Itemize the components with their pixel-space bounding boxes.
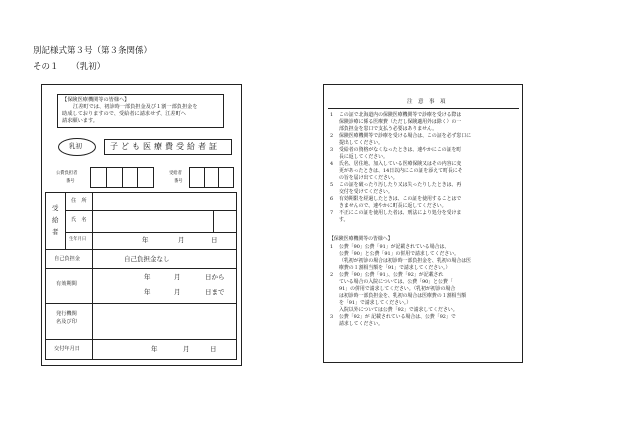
note-number: 5 xyxy=(330,182,334,188)
valid-from-year-unit: 年 xyxy=(144,273,151,281)
issuer-label: 発行機関 xyxy=(56,311,77,317)
info-line: 請求してください。 xyxy=(339,321,384,327)
issuer-label-sub: 名及び印 xyxy=(56,319,77,325)
info-title: 【保険医療機関等の皆様へ】 xyxy=(329,236,393,242)
recipient-label-char: 受 xyxy=(52,204,59,212)
payer-number-field[interactable] xyxy=(90,167,154,188)
valid-from-suffix: 日から xyxy=(205,273,225,281)
birthdate-label: 生年月日 xyxy=(69,237,87,242)
notice-line: 請求願います。 xyxy=(62,118,98,124)
recipient-label-char: 者 xyxy=(52,228,59,236)
info-number: 1 xyxy=(330,244,334,250)
info-line: 公費「92」が 記載されている場合は、公費「92」で xyxy=(339,314,456,320)
info-line: を「91」で請求してください。） xyxy=(339,300,412,306)
note-line: の旨を届け出てください。 xyxy=(339,175,398,181)
issue-date-label: 交付年月日 xyxy=(54,346,80,352)
info-line: ている場合の入院については、公費「90」と公費「 xyxy=(339,279,453,285)
note-number: 3 xyxy=(330,147,334,153)
card-title-box xyxy=(104,139,232,155)
address-label: 住 所 xyxy=(71,198,87,204)
info-number: 2 xyxy=(330,272,334,278)
note-line: 有効期限を経過したときは、この証を使用することはで xyxy=(339,196,462,202)
note-line: この証で北海道内の保険医療機関等で診療を受ける際は xyxy=(339,112,462,118)
certificate-front xyxy=(41,84,242,366)
note-line: 保険診療に係る医療費（ただし保険適用外は除く）の一 xyxy=(339,119,462,125)
recipient-number-label: 受給者 xyxy=(169,171,182,176)
info-line: 公費「90」と公費「91」の併用で請求してください。 xyxy=(339,251,460,257)
note-line: す。 xyxy=(339,217,349,223)
payer-number-label-sub: 番号 xyxy=(66,179,75,184)
issue-day-unit: 日 xyxy=(210,345,217,353)
info-line: 公費「90」公費「91」、公費「92」が記載され xyxy=(339,272,444,278)
recipient-number-field[interactable] xyxy=(189,167,234,188)
form-number-label: 別記様式第３号（第３条関係） xyxy=(33,46,153,56)
birth-year-unit: 年 xyxy=(142,236,149,244)
certificate-back xyxy=(323,84,523,363)
badge-oval xyxy=(58,138,96,156)
info-line: 入院以外については公費「92」で請求してください。 xyxy=(339,307,458,313)
note-line: 交付を受けてください。 xyxy=(339,189,393,195)
info-number: 3 xyxy=(330,314,334,320)
note-line: 長に返してください。 xyxy=(339,154,388,160)
info-line: は初診時一部負担金を、乳初の場合は医療費の１割相当額 xyxy=(339,293,467,299)
address-field[interactable] xyxy=(93,194,233,208)
info-line: 公費「90」公費「91」が記載されている場合は、 xyxy=(339,244,450,250)
info-line: （乳初が初診の場合は初診時一部負担金を、乳初の場合は医 xyxy=(339,258,472,264)
note-line: 受給者の資格がなくなったときは、速やかにこの証を町 xyxy=(339,147,462,153)
card-title: 子ども医療費受給者証 xyxy=(110,142,220,151)
valid-to-year-unit: 年 xyxy=(144,288,151,296)
payer-number-label: 公費負担者 xyxy=(56,171,78,176)
copay-label: 自己負担金 xyxy=(54,256,80,262)
note-line: 氏名、居住地、加入している医療保険又はその内容に変 xyxy=(339,161,462,167)
recipient-number-label-sub: 番号 xyxy=(174,179,183,184)
name-label: 氏 名 xyxy=(71,217,87,223)
note-number: 4 xyxy=(330,161,334,167)
info-table xyxy=(45,192,237,360)
birth-day-unit: 日 xyxy=(211,236,218,244)
notice-line: 江差町では、初診時一部負担金及び１割一部負担金を xyxy=(73,104,198,110)
notes-title: 注 意 事 項 xyxy=(407,99,446,105)
valid-to-suffix: 日まで xyxy=(205,288,225,296)
recipient-label-char: 給 xyxy=(52,216,59,224)
note-line: きませんので、速やかに町長に返してください。 xyxy=(339,203,447,209)
notice-title: 【保険医療機関等の皆様へ】 xyxy=(62,97,130,103)
info-line: 療費の１割相当額を「91」で請求してください。） xyxy=(339,265,451,271)
issue-year-unit: 年 xyxy=(151,345,158,353)
note-line: 提出してください。 xyxy=(339,140,384,146)
note-line: 部負担金を窓口で支払う必要はありません。 xyxy=(339,126,438,132)
note-number: 1 xyxy=(330,112,334,118)
note-line: この証を破ったり汚したり又は失ったりしたときは、再 xyxy=(339,182,462,188)
copay-value: 自己負担金なし xyxy=(124,255,170,263)
badge-label: 乳初 xyxy=(69,142,82,150)
name-field[interactable] xyxy=(93,211,211,231)
notice-line: 助成しておりますので、受給者に請求せず、江差町へ xyxy=(62,111,186,117)
note-number: 7 xyxy=(330,210,334,216)
note-number: 2 xyxy=(330,133,334,139)
birth-month-unit: 月 xyxy=(178,236,185,244)
validity-label: 有効期間 xyxy=(56,281,77,287)
info-line: 91」の併用で請求してください。（乳初が初診の場合 xyxy=(339,286,456,292)
issuer-field[interactable] xyxy=(93,304,236,338)
note-line: 保険医療機関等で診療を受ける場合は、この証を必ず窓口に xyxy=(339,133,472,139)
issue-month-unit: 月 xyxy=(183,345,190,353)
form-subtitle-label: その１ （乳初） xyxy=(33,62,106,72)
note-line: 更があったときは、14日以内にこの証を添えて町長にそ xyxy=(339,168,463,174)
note-number: 6 xyxy=(330,196,334,202)
notice-box xyxy=(57,94,224,128)
valid-from-month-unit: 月 xyxy=(174,273,181,281)
valid-to-month-unit: 月 xyxy=(174,288,181,296)
note-line: 不正にこの証を使用した者は、刑法により処分を受けま xyxy=(339,210,462,216)
